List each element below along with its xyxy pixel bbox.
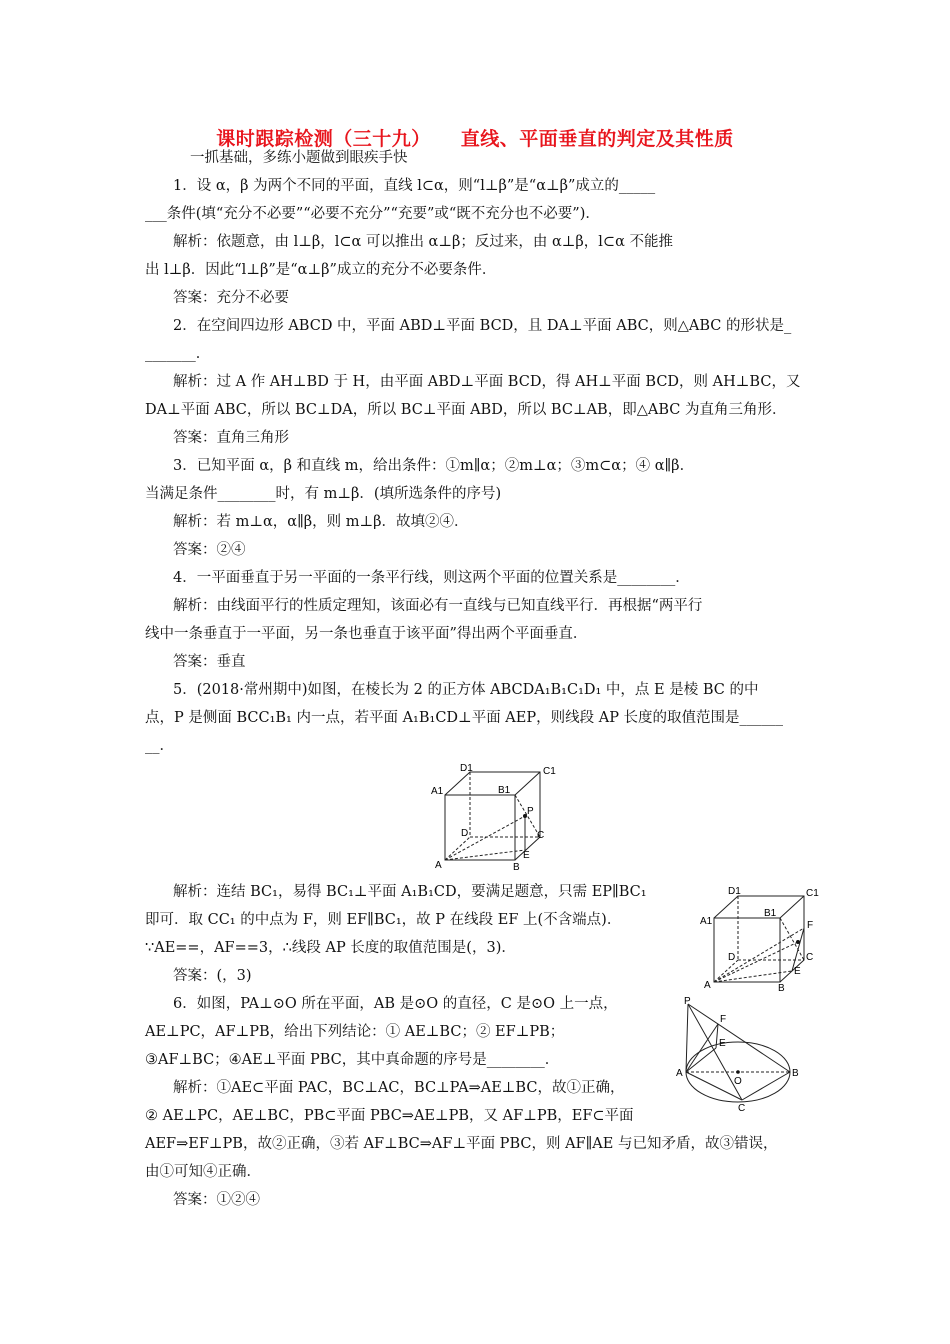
text-line: 点，P 是侧面 BCC₁B₁ 内一点，若平面 A₁B₁CD⊥平面 AEP，则线段 AP 长度的取值范围是______ <box>145 710 784 726</box>
text-line: _______． <box>145 346 211 362</box>
text-line: 解析：过 A 作 AH⊥BD 于 H，由平面 ABD⊥平面 BCD，得 AH⊥平面 BCD，则 AH⊥BC，又 <box>173 374 801 390</box>
text-line: ∵AE==，AF==3，∴线段 AP 长度的取值范围是(，3)． <box>145 940 516 956</box>
text-line: 1．设 α，β 为两个不同的平面，直线 l⊂α，则“l⊥β”是“α⊥β”成立的_____ <box>173 178 656 194</box>
circle-label: O <box>734 1076 742 1087</box>
text-line: AEF⇒EF⊥PB，故②正确，③若 AF⊥BC⇒AF⊥平面 PBC，则 AF∥AE 与已知矛盾，故③错误， <box>145 1136 778 1152</box>
text-line: ___条件(填“充分不必要”“必要不充分”“充要”或“既不充分也不必要”)． <box>145 206 600 222</box>
cube2-label: A1 <box>700 916 713 927</box>
circle-label: P <box>684 996 691 1007</box>
circle-label: C <box>738 1103 746 1112</box>
cube2-label: D <box>728 952 736 963</box>
circle-label: F <box>720 1014 727 1025</box>
circle-label: E <box>719 1038 726 1049</box>
text-line: 由①可知④正确． <box>145 1164 261 1180</box>
title-right: 直线、平面垂直的判定及其性质 <box>460 128 734 150</box>
cube-figure-1 <box>425 760 565 870</box>
cube1-label: P <box>527 806 534 817</box>
text-line: AE⊥PC，AF⊥PB，给出下列结论：① AE⊥BC；② EF⊥PB； <box>145 1024 565 1040</box>
cube2-label: D1 <box>728 886 741 897</box>
cube1-label: B1 <box>498 785 511 796</box>
cube2-label: F <box>807 920 814 931</box>
text-line: 解析：若 m⊥α，α∥β，则 m⊥β．故填②④． <box>173 514 469 530</box>
text-line: ② AE⊥PC，AE⊥BC，PB⊂平面 PBC⇒AE⊥PB，又 AF⊥PB，EF⊂平面 <box>145 1108 634 1124</box>
cube2-label: A <box>704 980 711 991</box>
cube1-label: C <box>537 830 545 841</box>
cube1-label: D1 <box>460 763 473 774</box>
circle-figure <box>676 996 800 1112</box>
page-title <box>0 124 950 151</box>
text-line: ③AF⊥BC；④AE⊥平面 PBC，其中真命题的序号是________． <box>145 1052 560 1068</box>
cube2-label: B <box>778 983 785 992</box>
answer-line: 答案：①②④ <box>173 1192 260 1208</box>
cube2-label: B1 <box>764 908 777 919</box>
text-line: 2．在空间四边形 ABCD 中，平面 ABD⊥平面 BCD，且 DA⊥平面 ABC，则△ABC 的形状是_ <box>173 318 792 334</box>
circle-label: B <box>792 1068 799 1079</box>
text-line: 当满足条件________时，有 m⊥β．(填所选条件的序号) <box>145 486 502 502</box>
text-line: DA⊥平面 ABC，所以 BC⊥DA，所以 BC⊥平面 ABD，所以 BC⊥AB，即△ABC 为直角三角形． <box>145 402 787 418</box>
text-line: 解析：①AE⊂平面 PAC，BC⊥AC，BC⊥PA⇒AE⊥BC，故①正确， <box>173 1080 625 1096</box>
answer-line: 答案：充分不必要 <box>173 290 289 306</box>
text-line: 线中一条垂直于一平面，另一条也垂直于该平面”得出两个平面垂直． <box>145 626 588 642</box>
answer-line: 答案：(，3) <box>173 968 252 984</box>
cube1-label: D <box>461 828 469 839</box>
cube1-label: A1 <box>431 786 444 797</box>
answer-line: 答案：垂直 <box>173 654 246 670</box>
text-line: 4．一平面垂直于另一平面的一条平行线，则这两个平面的位置关系是________． <box>173 570 690 586</box>
title-left: 课时跟踪检测（三十九） <box>216 128 431 150</box>
text-line: 解析：连结 BC₁，易得 BC₁⊥平面 A₁B₁CD，要满足题意，只需 EP∥BC₁ <box>173 884 647 900</box>
text-line: 即可．取 CC₁ 的中点为 F，则 EF∥BC₁，故 P 在线段 EF 上(不含端点)． <box>145 912 622 928</box>
cube2-label: E <box>794 966 801 977</box>
text-line: 解析：依题意，由 l⊥β，l⊂α 可以推出 α⊥β；反过来，由 α⊥β，l⊂α 不能推 <box>173 234 673 250</box>
cube1-label: B <box>513 862 520 870</box>
circle-label: A <box>676 1068 683 1079</box>
subtitle: 一抓基础，多练小题做到眼疾手快 <box>190 150 408 166</box>
cube2-label: C1 <box>806 888 819 899</box>
cube1-label: E <box>523 850 530 861</box>
text-line: 6．如图，PA⊥⊙O 所在平面，AB 是⊙O 的直径，C 是⊙O 上一点， <box>173 996 618 1012</box>
text-line: 解析：由线面平行的性质定理知，该面必有一直线与已知直线平行．再根据“两平行 <box>173 598 703 614</box>
cube1-label: C1 <box>543 766 556 777</box>
cube2-label: C <box>806 952 814 963</box>
answer-line: 答案：②④ <box>173 542 246 558</box>
cube-figure-2 <box>700 880 830 992</box>
answer-line: 答案：直角三角形 <box>173 430 289 446</box>
text-line: 5．(2018·常州期中)如图，在棱长为 2 的正方体 ABCDA₁B₁C₁D₁ 中，点 E 是棱 BC 的中 <box>173 682 759 698</box>
cube1-label: A <box>435 860 442 870</box>
text-line: 出 l⊥β．因此“l⊥β”是“α⊥β”成立的充分不必要条件． <box>145 262 497 278</box>
text-line: __． <box>145 738 174 754</box>
text-line: 3．已知平面 α，β 和直线 m，给出条件：①m∥α；②m⊥α；③m⊂α；④ α∥β． <box>173 458 695 474</box>
